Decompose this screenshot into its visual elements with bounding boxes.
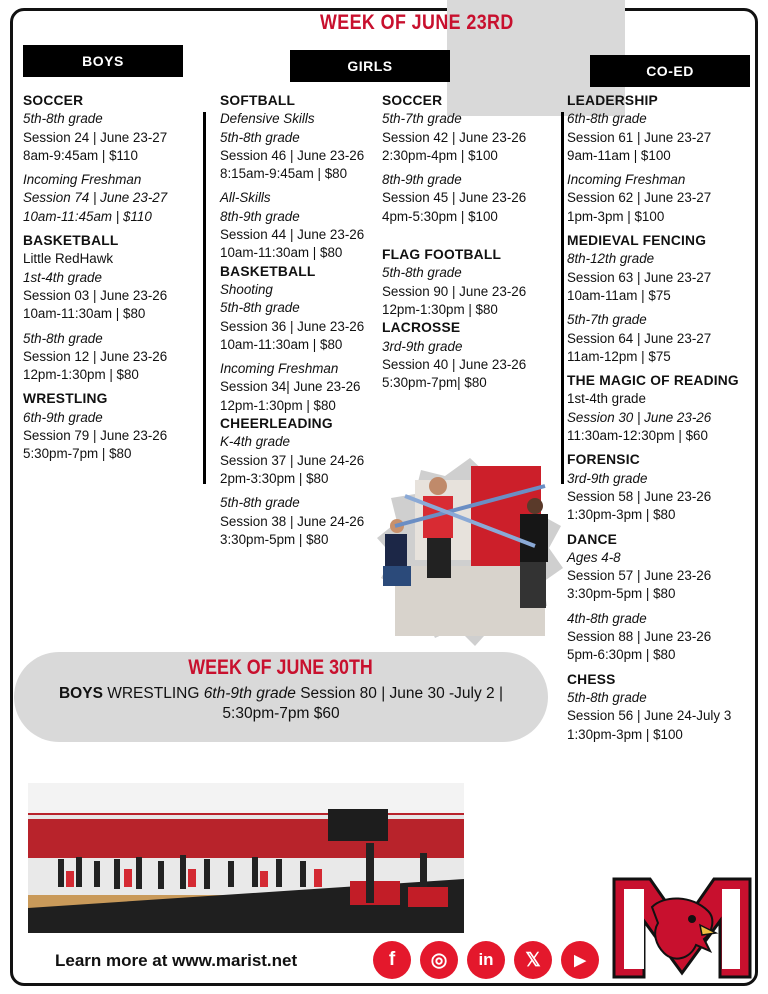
grade: Incoming Freshman: [23, 172, 142, 188]
girls-softball-title: SOFTBALL: [220, 93, 296, 108]
time: 8am-9:45am | $110: [23, 147, 138, 163]
linkedin-icon[interactable]: in: [467, 941, 505, 979]
session: Session 45 | June 23-26: [382, 190, 527, 206]
week2-session: Session 80 | June 30 -July 2 |: [295, 685, 503, 702]
week1-title: WEEK OF JUNE 23RD: [320, 11, 514, 34]
fencing-photo: [375, 456, 565, 650]
grade: Ages 4-8: [567, 549, 621, 565]
session: Session 90 | June 23-26: [382, 283, 527, 299]
girls-column-a: [220, 92, 385, 549]
time: 1pm-3pm | $100: [567, 208, 665, 224]
time: 12pm-1:30pm | $80: [23, 367, 139, 383]
divider-right: [561, 112, 564, 484]
time: 1:30pm-3pm | $80: [567, 507, 676, 523]
grade: 5th-8th grade: [23, 330, 103, 346]
time: 5:30pm-7pm | $80: [23, 446, 132, 462]
grade: 5th-8th grade: [220, 129, 300, 145]
facebook-icon[interactable]: f: [373, 941, 411, 979]
grade: 5th-7th grade: [567, 312, 647, 328]
session: Session 24 | June 23-27: [23, 129, 168, 145]
grade: 5th-8th grade: [382, 265, 462, 281]
session: Session 74 | June 23-27: [23, 190, 168, 206]
coed-reading-title: THE MAGIC OF READING: [567, 373, 739, 389]
time: 4pm-5:30pm | $100: [382, 208, 498, 224]
grade: 4th-8th grade: [567, 610, 647, 626]
girls-soccer-title: SOCCER: [382, 93, 443, 108]
session: Session 57 | June 23-26: [567, 568, 712, 584]
x-icon[interactable]: 𝕏: [514, 941, 552, 979]
grade: 1st-4th grade: [23, 269, 102, 285]
session: Session 34| June 23-26: [220, 379, 361, 395]
learn-more-text[interactable]: Learn more at www.marist.net: [55, 951, 298, 970]
time: 12pm-1:30pm | $80: [382, 301, 498, 317]
session: Session 37 | June 24-26: [220, 452, 365, 468]
boys-column: [23, 92, 203, 464]
grade: 5th-8th grade: [567, 689, 647, 705]
time: 9am-11am | $100: [567, 147, 671, 163]
grade: 6th-9th grade: [23, 409, 103, 425]
session: Session 40 | June 23-26: [382, 356, 527, 372]
session: Session 36 | June 23-26: [220, 318, 365, 334]
week2-banner: [14, 652, 548, 742]
boys-wrestling-title: WRESTLING: [23, 391, 108, 407]
grade: 3rd-9th grade: [567, 470, 648, 486]
week2-label: BOYS: [58, 685, 103, 702]
time: 11:30am-12:30pm | $60: [567, 428, 708, 444]
marist-redhawk-logo: [612, 877, 752, 979]
boys-soccer-title: SOCCER: [23, 93, 84, 108]
time: 3:30pm-5pm | $80: [567, 586, 676, 602]
time: 8:15am-9:45am | $80: [220, 166, 348, 182]
grade: 8th-9th grade: [220, 208, 300, 224]
girls-cheerleading-title: CHEERLEADING: [220, 416, 333, 432]
time: 11am-12pm | $75: [567, 348, 671, 364]
time: 2pm-3:30pm | $80: [220, 470, 329, 486]
time: 10am-11am | $75: [567, 287, 671, 303]
session: Session 12 | June 23-26: [23, 348, 168, 364]
subtitle: All-Skills: [220, 190, 271, 206]
youtube-icon[interactable]: ▶: [561, 941, 599, 979]
session: Session 46 | June 23-26: [220, 147, 365, 163]
social-icons: [373, 941, 599, 979]
session: Session 30 | June 23-26: [567, 409, 712, 425]
session: Session 63 | June 23-27: [567, 269, 712, 285]
coed-leadership-title: LEADERSHIP: [567, 93, 658, 108]
grade: 3rd-9th grade: [382, 338, 463, 354]
coed-forensic-title: FORENSIC: [567, 452, 640, 468]
session: Session 88 | June 23-26: [567, 629, 712, 645]
boys-basketball-title: BASKETBALL: [23, 233, 119, 249]
coed-chess-title: CHESS: [567, 671, 616, 687]
girls-column-b: [382, 92, 560, 392]
time: 10am-11:30am | $80: [23, 306, 146, 322]
divider-left: [203, 112, 206, 484]
session: Session 03 | June 23-26: [23, 287, 168, 303]
coed-fencing-title: MEDIEVAL FENCING: [567, 233, 707, 249]
week2-details: [14, 684, 548, 724]
week2-time: 5:30pm-7pm $60: [222, 705, 340, 722]
session: Session 62 | June 23-27: [567, 190, 712, 206]
grade: 1st-4th grade: [567, 391, 646, 407]
girls-lacrosse-title: LACROSSE: [382, 320, 461, 336]
time: 5:30pm-7pm| $80: [382, 375, 487, 391]
girls-basketball-title: BASKETBALL: [220, 263, 316, 279]
girls-header: GIRLS: [290, 50, 450, 82]
grade: Incoming Freshman: [567, 172, 686, 188]
week2-sport: WRESTLING: [102, 685, 204, 702]
time: 12pm-1:30pm | $80: [220, 397, 336, 413]
week2-grade: 6th-9th grade: [203, 685, 296, 702]
week2-title: WEEK OF JUNE 30TH: [188, 656, 374, 679]
boys-header: BOYS: [23, 45, 183, 77]
time: 5pm-6:30pm | $80: [567, 647, 676, 663]
grade: 5th-8th grade: [220, 495, 300, 511]
time: 10am-11:30am | $80: [220, 245, 343, 261]
session: Session 79 | June 23-26: [23, 428, 168, 444]
session: Session 61 | June 23-27: [567, 129, 712, 145]
grade: 8th-12th grade: [567, 251, 655, 267]
grade: 5th-8th grade: [220, 300, 300, 316]
session: Session 38 | June 24-26: [220, 513, 365, 529]
time: 2:30pm-4pm | $100: [382, 147, 498, 163]
coed-column: [567, 92, 757, 744]
grade: 5th-8th grade: [23, 111, 103, 127]
cheer-camp-photo: [28, 783, 464, 933]
session: Session 44 | June 23-26: [220, 227, 365, 243]
time: 10am-11:30am | $80: [220, 336, 343, 352]
coed-dance-title: DANCE: [567, 531, 618, 547]
session: Session 64 | June 23-27: [567, 330, 712, 346]
instagram-icon[interactable]: ◎: [420, 941, 458, 979]
grade: 8th-9th grade: [382, 172, 462, 188]
grade: 6th-8th grade: [567, 111, 647, 127]
time: 10am-11:45am | $110: [23, 208, 152, 224]
coed-header: CO-ED: [590, 55, 750, 87]
subtitle: Shooting: [220, 281, 273, 297]
grade: Incoming Freshman: [220, 361, 339, 377]
grade: K-4th grade: [220, 434, 290, 450]
session: Session 58 | June 23-26: [567, 488, 712, 504]
session: Session 42 | June 23-26: [382, 129, 527, 145]
time: 1:30pm-3pm | $100: [567, 726, 683, 742]
session: Session 56 | June 24-July 3: [567, 708, 732, 724]
subtitle: Little RedHawk: [23, 251, 114, 267]
subtitle: Defensive Skills: [220, 111, 315, 127]
grade: 5th-7th grade: [382, 111, 462, 127]
girls-flag-title: FLAG FOOTBALL: [382, 247, 502, 263]
time: 3:30pm-5pm | $80: [220, 531, 329, 547]
